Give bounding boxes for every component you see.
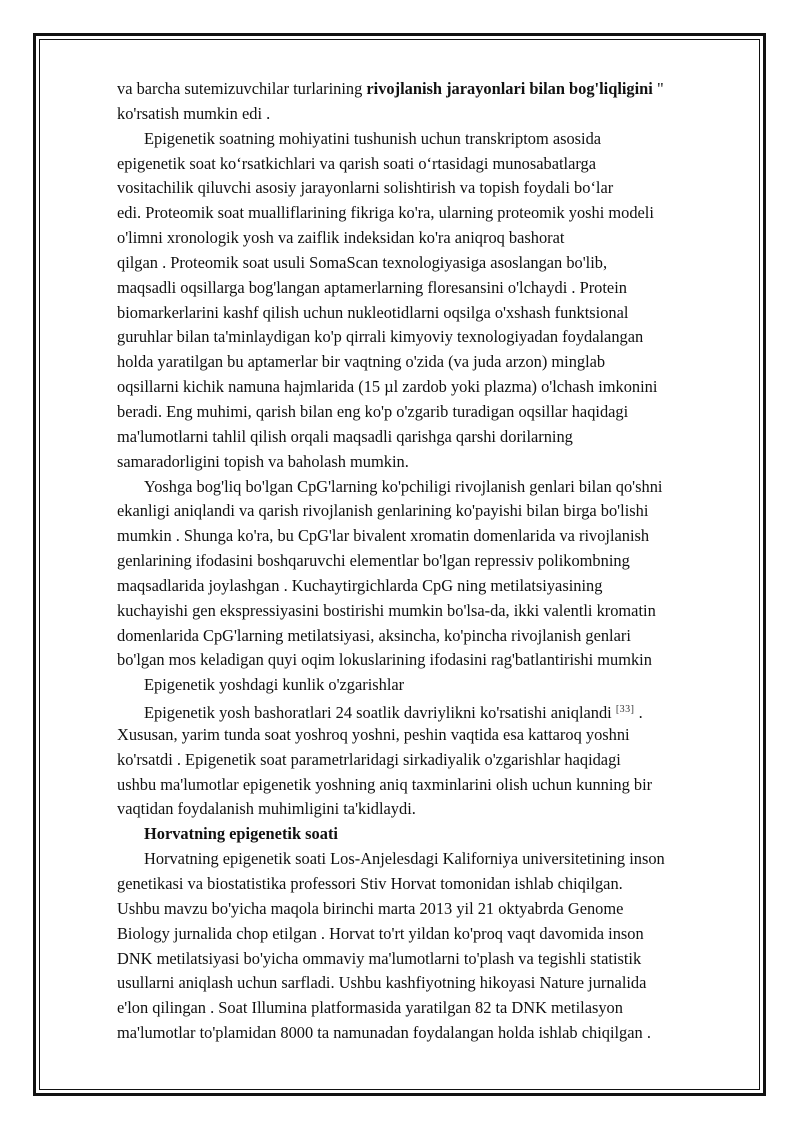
- text-run: va barcha sutemizuvchilar turlarining: [117, 79, 367, 98]
- text-line: mumkin . Shunga ko'ra, bu CpG'lar bivalent xromatin domenlarida va rivojlanish: [117, 526, 650, 546]
- text-line: genetikasi va biostatistika professori Stiv Horvat tomonidan ishlab chiqilgan.: [117, 874, 623, 893]
- section-subheading: Epigenetik yoshdagi kunlik o'zgarishlar: [144, 675, 405, 695]
- text-line: ko'rsatish mumkin edi .: [117, 103, 271, 123]
- text-line: Xususan, yarim tunda soat yoshroq yoshni, peshin vaqtida esa kattaroq yoshni: [117, 724, 630, 744]
- paragraph-start: [117, 698, 745, 723]
- text-run: ": [652, 79, 664, 98]
- text-line: e'lon qilingan . Soat Illumina platformasida yaratilgan 82 ta DNK metilasyon: [117, 998, 623, 1018]
- text-line: beradi. Eng muhimi, qarish bilan eng ko'p o'zgarib turadigan oqsillar haqidagi: [117, 401, 629, 421]
- text-line: kuchayishi gen ekspressiyasini bostirishi mumkin bo'lsa-da, ikki valentli kromatin: [117, 600, 656, 620]
- text-line: ma'lumotlar to'plamidan 8000 ta namunadan foydalangan holda ishlab chiqilgan .: [117, 1023, 651, 1043]
- bold-phrase: rivojlanish jarayonlari bilan bog'liqligini: [366, 79, 653, 98]
- section-heading: Horvatning epigenetik soati: [144, 824, 338, 844]
- citation-number: 33: [619, 704, 631, 716]
- paragraph-start: Epigenetik soatning mohiyatini tushunish uchun transkriptom asosida: [144, 128, 602, 148]
- text-run: Epigenetik yosh bashoratlari 24 soatlik davriylikni ko'rsatishi aniqlandi: [144, 703, 616, 723]
- paragraph-start: Horvatning epigenetik soati Los-Anjelesdagi Kaliforniya universitetining inson: [144, 849, 665, 869]
- text-line: samaradorligini topish va baholash mumkin.: [117, 451, 409, 471]
- text-line: holda yaratilgan bu aptamerlar bir vaqtning o'zida (va juda arzon) minglab: [117, 352, 606, 372]
- text-line: maqsadlarida joylashgan . Kuchaytirgichlarda CpG ning metilatsiyasining: [117, 575, 603, 595]
- text-line: o'limni xronologik yosh va zaiflik indeksidan ko'ra aniqroq bashorat: [117, 228, 565, 248]
- text-line: ushbu ma'lumotlar epigenetik yoshning aniq taxminlarini olish uchun kunning bir: [117, 774, 653, 794]
- paragraph-start: Yoshga bog'liq bo'lgan CpG'larning ko'pchiligi rivojlanish genlari bilan qo'shni: [144, 476, 663, 496]
- text-line: ekanligi aniqlandi va qarish rivojlanish genlarining ko'payishi bilan birga bo'lishi: [117, 501, 649, 521]
- text-line: vaqtidan foydalanish muhimligini ta'kidlaydi.: [117, 799, 416, 819]
- citation-bracket-close: ]: [630, 704, 635, 716]
- text-line: vositachilik qiluvchi asosiy jarayonlarni solishtirish va topish foydali bo‘lar: [117, 178, 614, 198]
- text-line: oqsillarni kichik namuna hajmlarida (15 µl zardob yoki plazma) o'lchash imkonini: [117, 377, 658, 397]
- text-line: Biology jurnalida chop etilgan . Horvat to'rt yildan ko'proq vaqt davomida inson: [117, 923, 644, 943]
- text-run: .: [634, 703, 643, 723]
- text-line: [117, 77, 745, 102]
- text-line: biomarkerlarini kashf qilish uchun nukleotidlarni oqsilga o'xshash funktsional: [117, 302, 629, 322]
- text-line: qilgan . Proteomik soat usuli SomaScan texnologiyasiga asoslangan bo'lib,: [117, 252, 608, 272]
- text-line: ma'lumotlarni tahlil qilish orqali maqsadli qarishga qarshi dorilarning: [117, 426, 573, 446]
- text-line: epigenetik soat ko‘rsatkichlari va qarish soati o‘rtasidagi munosabatlarga: [117, 153, 596, 173]
- text-line: domenlarida CpG'larning metilatsiyasi, aksincha, ko'pincha rivojlanish genlari: [117, 625, 631, 645]
- text-line: maqsadli oqsillarga bog'langan aptamerlarning floresansini o'lchaydi . Protein: [117, 277, 627, 297]
- text-line: genlarining ifodasini boshqaruvchi elementlar bo'lgan repressiv polikombning: [117, 551, 630, 571]
- text-line: ko'rsatdi . Epigenetik soat parametrlaridagi sirkadiyalik o'zgarishlar haqidagi: [117, 749, 621, 769]
- text-line: edi. Proteomik soat mualliflarining fikriga ko'ra, ularning proteomik yoshi modeli: [117, 203, 654, 223]
- text-line: bo'lgan mos keladigan quyi oqim lokuslarining ifodasini rag'batlantirishi mumkin: [117, 650, 652, 670]
- document-body: [117, 77, 745, 1046]
- text-line: Ushbu mavzu bo'yicha maqola birinchi marta 2013 yil 21 oktyabrda Genome: [117, 898, 624, 918]
- text-line: DNK metilatsiyasi bo'yicha ommaviy ma'lumotlarni to'plash va tegishli statistik: [117, 948, 642, 968]
- text-line: guruhlar bilan ta'minlaydigan ko'p qirrali kimyoviy texnologiyadan foydalangan: [117, 327, 644, 347]
- citation-bracket-open: [: [615, 704, 620, 716]
- text-line: usullarni aniqlash uchun sarfladi. Ushbu kashfiyotning hikoyasi Nature jurnalida: [117, 973, 647, 993]
- citation-superscript[interactable]: [616, 704, 635, 715]
